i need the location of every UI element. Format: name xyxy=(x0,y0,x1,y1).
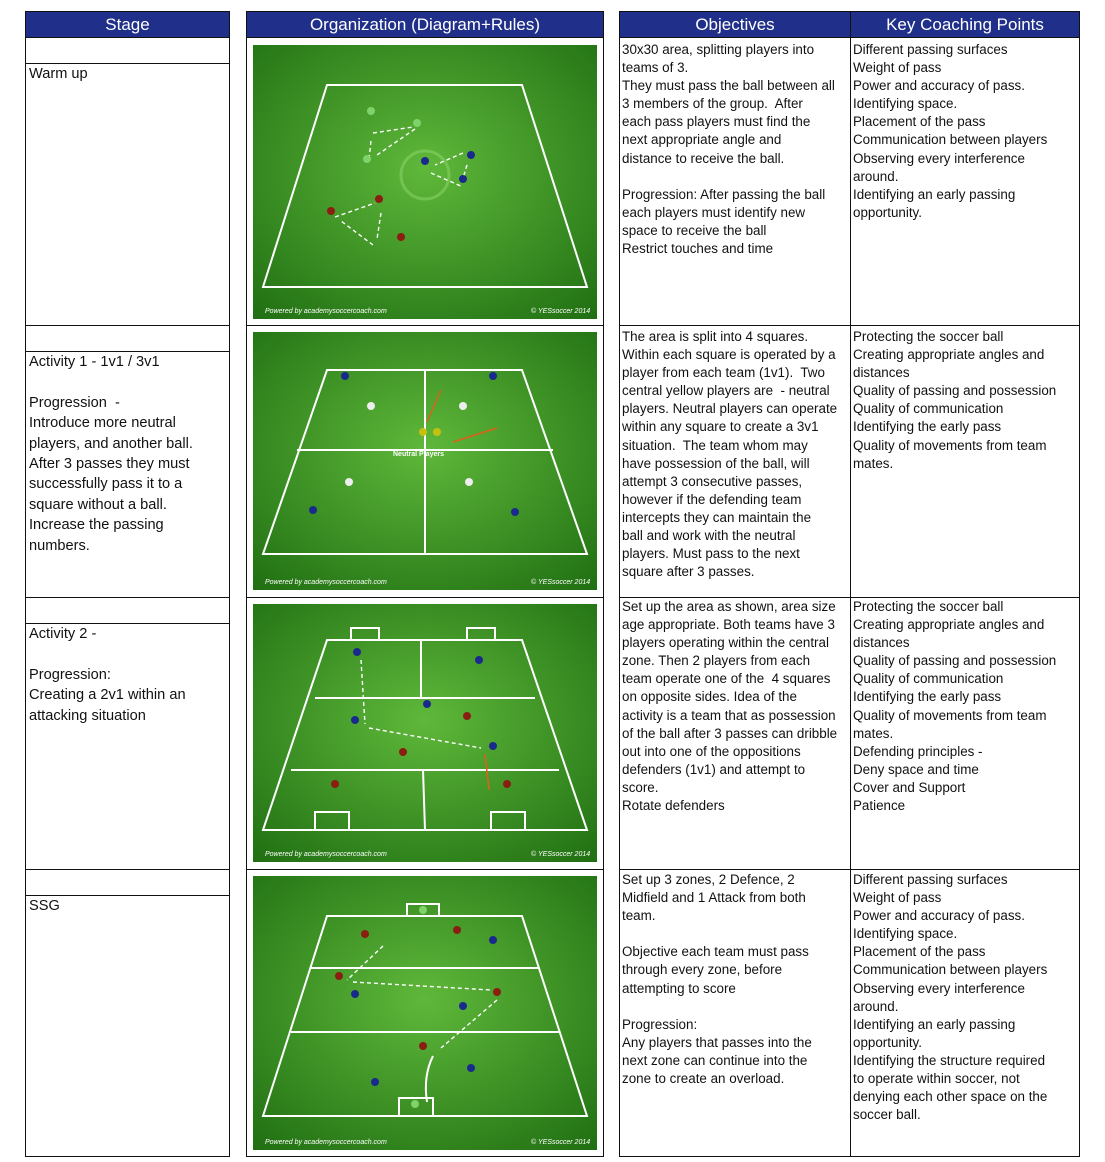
diagram-footer-right: © YESsoccer 2014 xyxy=(531,851,591,858)
diagram-warm-up xyxy=(253,45,597,319)
diagram-footer-right: © YESsoccer 2014 xyxy=(531,1139,591,1146)
org-row-divider xyxy=(246,325,604,326)
pitch-diagram xyxy=(253,876,597,1150)
objectives-activity-1: The area is split into 4 squares. Within each square is operated by a player from each team (1v1). Two central yellow players are - neutral players. Neutral players can operate within any square to create a 3v1 situation. The team whom may have possession of the ball, will attempt 3 consecutive passes, however if the defending team intercepts they can maintain the ball and work with the neutral players. Must pass to the next square after 3 passes. xyxy=(622,329,838,580)
diagram-activity-1 xyxy=(253,332,597,590)
diagram-footer-right: © YESsoccer 2014 xyxy=(531,579,591,586)
coaching-warm-up: Different passing surfaces Weight of pass Power and accuracy of pass. Identifying space. Placement of the pass Communication between players Observing every interference around. Identifying an early passing opportunity. xyxy=(853,42,1048,220)
diagram-footer-left: Powered by academysoccercoach.com xyxy=(265,308,387,315)
stage-row-divider xyxy=(26,869,229,870)
pitch-diagram xyxy=(253,604,597,862)
objectives-warm-up: 30x30 area, splitting players into teams of 3. They must pass the ball between all 3 members of the group. After each pass players must find the next appropriate angle and distance to receive the ball. Progression: After passing the ball each players must identify new space to receive the ball Restrict touches and time xyxy=(622,42,835,257)
neutral-players-label: Neutral Players xyxy=(393,451,444,458)
header-stage: Stage xyxy=(25,11,230,38)
header-objectives: Objectives xyxy=(619,11,851,38)
objectives-activity-2: Set up the area as shown, area size age appropriate. Both teams have 3 players operating within the central zone. Then 2 players from each team operate one of the 4 squares on opposite sides. Idea of the activity is a team that as possession of the ball after 3 passes can dribble out into one of the oppositions defenders (1v1) and attempt to score. Rotate defenders xyxy=(622,599,838,814)
org-row-divider xyxy=(246,869,604,870)
stage-row-divider xyxy=(26,325,229,326)
stage-activity-1: Activity 1 - 1v1 / 3v1 Progression - Introduce more neutral players, and another ball. After 3 passes they must successfully pass it to a square without a ball. Increase the passing numbers. xyxy=(29,354,193,554)
header-coaching-points: Key Coaching Points xyxy=(850,11,1080,38)
header-organization: Organization (Diagram+Rules) xyxy=(246,11,604,38)
stage-ssg: SSG xyxy=(29,898,60,914)
coaching-activity-1: Protecting the soccer ball Creating appropriate angles and distances Quality of passing and possession Quality of communication Identifying the early pass Quality of movements from team mates. xyxy=(853,329,1057,471)
objectives-row-divider xyxy=(619,325,1080,326)
org-row-divider xyxy=(246,597,604,598)
diagram-footer-left: Powered by academysoccercoach.com xyxy=(265,579,387,586)
stage-activity-2: Activity 2 - Progression: Creating a 2v1 within an attacking situation xyxy=(29,626,186,724)
diagram-footer-left: Powered by academysoccercoach.com xyxy=(265,1139,387,1146)
diagram-activity-2 xyxy=(253,604,597,862)
diagram-ssg xyxy=(253,876,597,1150)
stage-warm-up: Warm up xyxy=(29,66,88,82)
diagram-footer-left: Powered by academysoccercoach.com xyxy=(265,851,387,858)
objectives-ssg: Set up 3 zones, 2 Defence, 2 Midfield and 1 Attack from both team. Objective each team must pass through every zone, before attempting to score Progression: Any players that passes into the next zone can continue into the zone to create an overload. xyxy=(622,872,812,1087)
coaching-activity-2: Protecting the soccer ball Creating appropriate angles and distances Quality of passing and possession Quality of communication Identifying the early pass Quality of movements from team mates. Defending principles - Deny space and time Cover and Support Patience xyxy=(853,599,1057,814)
diagram-footer-right: © YESsoccer 2014 xyxy=(531,308,591,315)
pitch-diagram xyxy=(253,332,597,590)
stage-column xyxy=(25,38,230,1157)
objectives-row-divider xyxy=(619,869,1080,870)
coaching-ssg: Different passing surfaces Weight of pass Power and accuracy of pass. Identifying space. Placement of the pass Communication between players Observing every interference around. Identifying an early passing opportunity. Identifying the structure required to operate within soccer, not denying each other space on the soccer ball. xyxy=(853,872,1048,1123)
pitch-diagram xyxy=(253,45,597,319)
stage-row-divider xyxy=(26,597,229,598)
